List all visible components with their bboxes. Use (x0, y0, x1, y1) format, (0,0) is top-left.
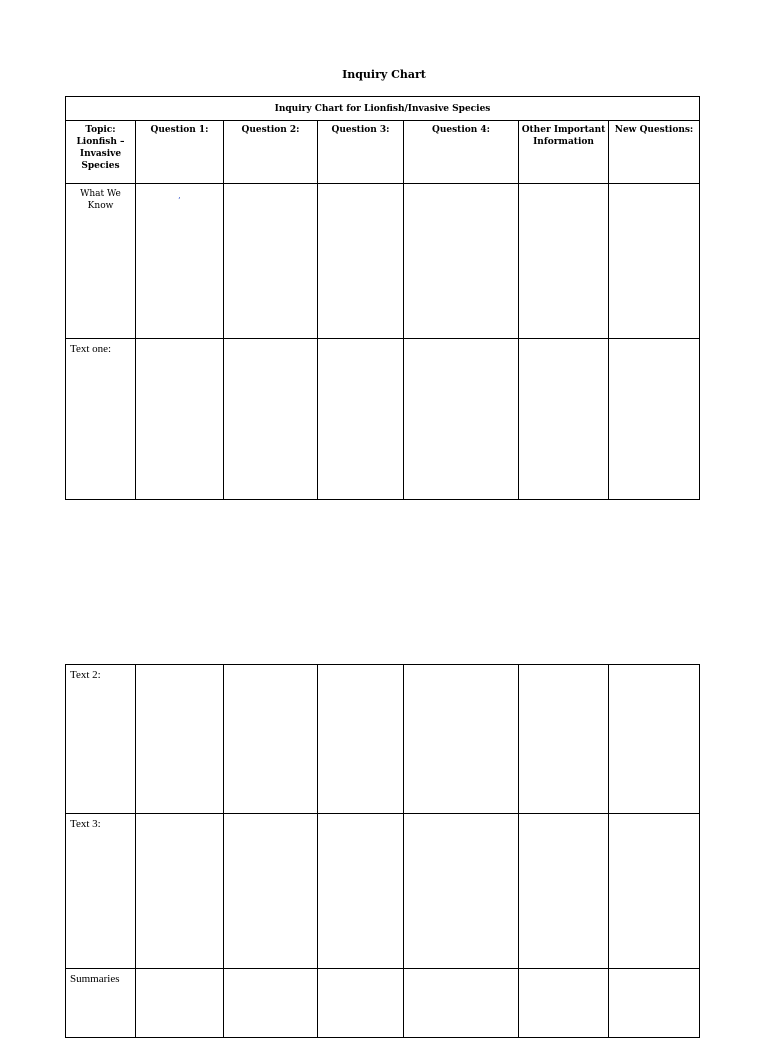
row-label-text-two: Text 2: (66, 665, 136, 814)
cell[interactable] (136, 814, 224, 969)
row-text-one (66, 339, 700, 500)
chart-title-row (66, 97, 700, 121)
row-summaries (66, 969, 700, 1038)
cell[interactable] (136, 665, 224, 814)
cell[interactable] (519, 969, 609, 1038)
chart-title: Inquiry Chart for Lionfish/Invasive Species (66, 97, 700, 121)
cell[interactable] (404, 665, 519, 814)
header-new-questions: New Questions: (609, 121, 700, 184)
cell[interactable] (404, 339, 519, 500)
cell[interactable] (519, 665, 609, 814)
cell[interactable] (224, 969, 318, 1038)
cell[interactable] (519, 814, 609, 969)
inquiry-chart-table-bottom (65, 664, 700, 1038)
row-label-what-we-know: What We Know (66, 184, 136, 339)
header-other-info: Other Important Information (519, 121, 609, 184)
cell[interactable] (136, 339, 224, 500)
cell[interactable] (519, 184, 609, 339)
header-question-4: Question 4: (404, 121, 519, 184)
cell[interactable] (136, 969, 224, 1038)
cell[interactable] (318, 184, 404, 339)
row-text-three (66, 814, 700, 969)
cell[interactable] (609, 184, 700, 339)
header-question-2: Question 2: (224, 121, 318, 184)
ink-dot: , (178, 191, 181, 200)
cell[interactable] (224, 665, 318, 814)
row-label-text-one: Text one: (66, 339, 136, 500)
page-title: Inquiry Chart (342, 68, 426, 81)
cell[interactable] (519, 339, 609, 500)
cell[interactable] (224, 184, 318, 339)
cell[interactable] (404, 184, 519, 339)
cell[interactable] (404, 969, 519, 1038)
cell[interactable] (609, 339, 700, 500)
row-text-two (66, 665, 700, 814)
row-what-we-know (66, 184, 700, 339)
cell[interactable] (136, 184, 224, 339)
cell[interactable] (318, 339, 404, 500)
cell[interactable] (224, 339, 318, 500)
row-label-text-three: Text 3: (66, 814, 136, 969)
cell[interactable] (318, 814, 404, 969)
header-topic: Topic: Lionfish – Invasive Species (66, 121, 136, 184)
header-question-1: Question 1: (136, 121, 224, 184)
cell[interactable] (318, 665, 404, 814)
cell[interactable] (609, 665, 700, 814)
cell[interactable] (318, 969, 404, 1038)
cell[interactable] (609, 814, 700, 969)
inquiry-chart-table-top (65, 96, 700, 500)
row-label-summaries: Summaries (66, 969, 136, 1038)
cell[interactable] (609, 969, 700, 1038)
header-question-3: Question 3: (318, 121, 404, 184)
cell[interactable] (404, 814, 519, 969)
header-row (66, 121, 700, 184)
cell[interactable] (224, 814, 318, 969)
